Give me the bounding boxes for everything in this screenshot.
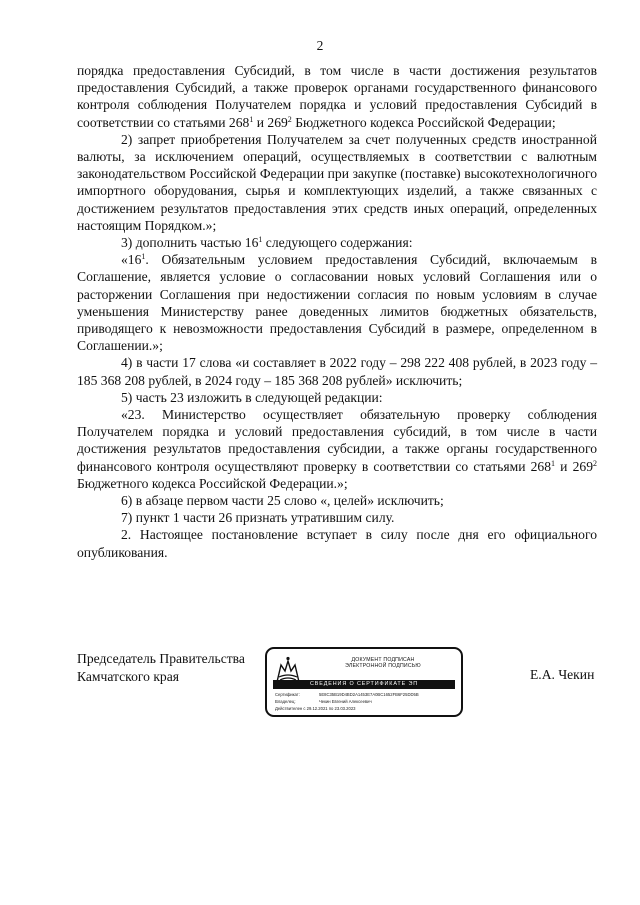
- paragraph: [77, 492, 597, 509]
- stamp-row-certificate: [275, 691, 457, 698]
- stamp-certificate-details: [275, 691, 457, 712]
- stamp-heading-line-2: ЭЛЕКТРОННОЙ ПОДПИСЬЮ: [345, 663, 421, 670]
- paragraph: [77, 131, 597, 234]
- superscript: 2: [287, 114, 292, 124]
- paragraph-text: «23. Министерство осуществляет обязательную проверку соблюдения Получателем порядка и условий предоставления субсидий, в том числе в части достижения результатов предоставления субсидии, а также органы государственного финансового контроля осуществляют проверку в соответствии со статьями 268: [77, 407, 597, 474]
- superscript: 1: [249, 114, 254, 124]
- paragraph-text: Бюджетного кодекса Российской Федерации.»;: [77, 475, 348, 491]
- signatory-name: Е.А. Чекин: [530, 667, 595, 682]
- paragraph-text: . Обязательным условием предоставления Субсидий, включаемым в Соглашение, является условие о согласовании новых условий Соглашения или о расторжении Соглашения при недостижении согласия по новым условиям в случае уменьшения Министерству ранее доведенных лимитов бюджетных обязательств, приводящего к невозможности предоставления Субсидий в размере, определенном в Соглашении.»;: [77, 252, 597, 354]
- paragraph-text: Бюджетного кодекса Российской Федерации;: [291, 114, 556, 130]
- paragraph-text: 2. Настоящее постановление вступает в силу после дня его официального опубликования.: [77, 527, 597, 560]
- paragraph-text: 6) в абзаце первом части 25 слово «, целей» исключить;: [121, 493, 444, 509]
- paragraph-text: и 269: [253, 114, 288, 130]
- paragraph: [77, 234, 597, 251]
- paragraph-text: и 269: [555, 458, 593, 474]
- paragraph-text: 3) дополнить частью 16: [121, 235, 259, 251]
- stamp-row-value: Чекин Евгений Алексеевич: [319, 699, 372, 704]
- paragraph-text: 4) в части 17 слова «и составляет в 2022 году – 298 222 408 рублей, в 2023 году – 185 368 208 рублей, в 2024 году – 185 368 208 рублей» исключить;: [77, 355, 597, 388]
- paragraph-text: следующего содержания:: [262, 235, 413, 251]
- paragraph: [77, 526, 597, 560]
- paragraph: [77, 62, 597, 131]
- page-number: 2: [316, 38, 324, 53]
- superscript: 2: [593, 458, 597, 468]
- paragraph: [77, 509, 597, 526]
- paragraph-text: 2) запрет приобретения Получателем за счет полученных средств иностранной валюты, за исключением операций, осуществляемых в соответствии с валютным законодательством Российской Федерации при закупке (поставке) высокотехнологичного импортного оборудования, сырья и комплектующих изделий, а также связанных с достижением результатов предоставления этих средств иных операций, определенных настоящим Порядком.»;: [77, 131, 597, 233]
- paragraph: [77, 251, 597, 354]
- paragraph: [77, 389, 597, 406]
- stamp-row-owner: [275, 698, 457, 705]
- paragraph-text: 7) пункт 1 части 26 признать утратившим силу.: [121, 510, 395, 526]
- electronic-signature-stamp: [265, 647, 463, 717]
- document-body: [77, 62, 597, 561]
- signatory-position-line-1: Председатель Правительства: [77, 651, 245, 666]
- paragraph: [77, 354, 597, 388]
- stamp-heading: [311, 657, 455, 669]
- superscript: 1: [258, 235, 263, 245]
- stamp-heading-line-1: ДОКУМЕНТ ПОДПИСАН: [351, 657, 415, 663]
- stamp-row-label: Сертификат:: [275, 692, 300, 697]
- paragraph: [77, 406, 597, 492]
- superscript: 1: [551, 458, 556, 468]
- signatory-position: [77, 650, 245, 686]
- stamp-certificate-band: СВЕДЕНИЯ О СЕРТИФИКАТЕ ЭП: [273, 680, 455, 689]
- stamp-row-validity: [275, 705, 457, 712]
- signatory-position-line-2: Камчатского края: [77, 669, 180, 684]
- stamp-row-label: Действителен с 29.12.2021 по 23.03.2023: [275, 706, 356, 711]
- paragraph-text: порядка предоставления Субсидий, в том числе в части достижения результатов предоставления Субсидий, а также проверок органами государственного финансового контроля соблюдения Получателем порядка и условий предоставления Субсидий в соответствии со статьями 268: [77, 63, 597, 130]
- stamp-row-label: Владелец:: [275, 699, 296, 704]
- paragraph-text: «16: [121, 252, 142, 268]
- paragraph-text: 5) часть 23 изложить в следующей редакции:: [121, 389, 383, 405]
- stamp-row-value: 5E8C35B19D4BD2A1453E7A0BC1652FB6F25DD5B: [319, 692, 419, 697]
- superscript: 1: [141, 252, 146, 262]
